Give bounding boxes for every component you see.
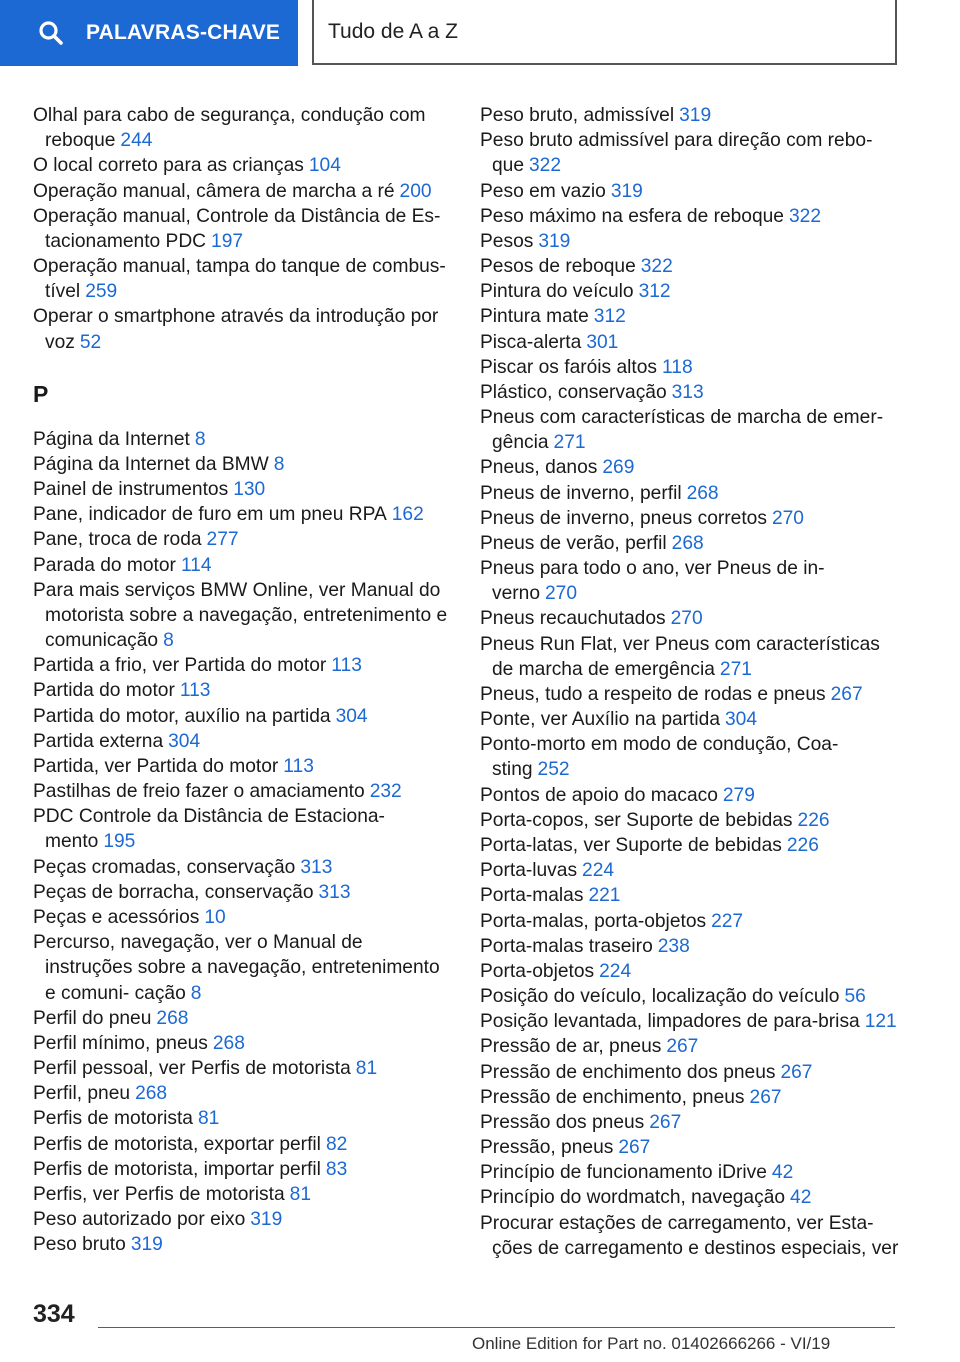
- index-entry: [33, 427, 451, 452]
- page-link[interactable]: 268: [156, 1007, 189, 1029]
- page-link[interactable]: 277: [206, 529, 239, 551]
- index-entry: [33, 1006, 451, 1031]
- page-link[interactable]: 304: [335, 705, 368, 727]
- index-entry-text: Peças de borracha, conservação: [33, 881, 314, 903]
- index-entry-text: Pesos: [480, 230, 534, 252]
- index-header: [0, 0, 960, 66]
- index-entry-text: Pressão de enchimento, pneus: [480, 1086, 745, 1108]
- index-entry: [33, 179, 451, 204]
- page-link[interactable]: 322: [640, 256, 673, 278]
- page-link[interactable]: 319: [538, 230, 571, 252]
- page-link[interactable]: 313: [318, 881, 351, 903]
- index-entry-text: Partida do motor, auxílio na partida: [33, 705, 331, 727]
- page-link[interactable]: 81: [289, 1183, 311, 1205]
- index-entry-text: Perfil do pneu: [33, 1007, 152, 1029]
- index-entry: [33, 527, 451, 552]
- index-entry: [33, 1031, 451, 1056]
- page-link[interactable]: 267: [666, 1036, 699, 1058]
- index-entry: [33, 1232, 451, 1257]
- page-link[interactable]: 268: [135, 1083, 168, 1105]
- page-link[interactable]: 56: [844, 986, 866, 1008]
- index-entry-text: Parada do motor: [33, 554, 176, 576]
- page-link[interactable]: 114: [180, 554, 212, 576]
- index-entry: [33, 855, 451, 880]
- page-link[interactable]: 227: [711, 910, 744, 932]
- footer-edition-note: Online Edition for Part no. 01402666266 - VI/19: [472, 1334, 831, 1353]
- index-entry-text: Ponte, ver Auxílio na partida: [480, 709, 720, 731]
- index-entry-text: Perfil pessoal, ver Perfis de motorista: [33, 1058, 351, 1080]
- page-link[interactable]: 267: [780, 1061, 813, 1083]
- index-entry-text: Procurar estações de carregamento, ver Esta- ções de carregamento e destinos especiais, ver: [480, 1212, 899, 1259]
- index-entry-text: Pressão de ar, pneus: [480, 1036, 662, 1058]
- index-entry-text: Peso autorizado por eixo: [33, 1209, 246, 1231]
- page-link[interactable]: 8: [194, 428, 206, 450]
- index-entry-text: Porta-luvas: [480, 860, 578, 882]
- index-entry-text: Princípio do wordmatch, navegação: [480, 1187, 786, 1209]
- index-entry: [480, 229, 900, 254]
- index-entry: [480, 1160, 900, 1185]
- page-link[interactable]: 226: [797, 809, 830, 831]
- index-entry-text: Posição levantada, limpadores de para-brisa: [480, 1011, 860, 1033]
- page-link[interactable]: 270: [545, 583, 578, 605]
- index-entry-text: Partida externa: [33, 730, 164, 752]
- index-entry: [480, 934, 900, 959]
- index-entry-text: Pane, indicador de furo em um pneu RPA: [33, 504, 387, 526]
- index-entry: [33, 204, 451, 254]
- index-entry: [480, 405, 900, 455]
- index-entry: [33, 578, 451, 654]
- index-entry-text: Pneus para todo o ano, ver Pneus de in- verno: [480, 558, 825, 605]
- page-link[interactable]: 121: [864, 1011, 897, 1033]
- index-entry: [480, 883, 900, 908]
- index-entries-p: [33, 427, 451, 1258]
- index-column-left: [33, 103, 451, 1257]
- index-entry-text: Olhal para cabo de segurança, condução com reboque: [33, 105, 426, 152]
- section-title-box: [312, 0, 897, 65]
- index-entry: [33, 452, 451, 477]
- page-link[interactable]: 221: [588, 885, 621, 907]
- index-entry-text: Peças cromadas, conservação: [33, 856, 296, 878]
- index-entry-text: Perfil, pneu: [33, 1083, 131, 1105]
- footer-divider: [98, 1327, 895, 1328]
- page-link[interactable]: 312: [638, 281, 671, 303]
- page-link[interactable]: 113: [283, 755, 314, 777]
- index-entry: [480, 1185, 900, 1210]
- page-link[interactable]: 268: [212, 1032, 245, 1054]
- index-entry: [33, 502, 451, 527]
- page-link[interactable]: 8: [190, 982, 202, 1004]
- index-entry-text: Peso em vazio: [480, 180, 606, 202]
- index-entry-text: Pintura mate: [480, 306, 589, 328]
- page-link[interactable]: 322: [788, 205, 821, 227]
- index-entry-text: Pneus, tudo a respeito de rodas e pneus: [480, 683, 826, 705]
- index-entry: [480, 1009, 900, 1034]
- index-entry: [480, 1135, 900, 1160]
- letter-heading: P: [33, 380, 49, 407]
- index-entry: [480, 103, 900, 128]
- index-entry-text: Porta-malas: [480, 885, 584, 907]
- index-entries-p-continued: [480, 103, 900, 1261]
- index-entry: [33, 1132, 451, 1157]
- index-entry-text: Página da Internet da BMW: [33, 453, 269, 475]
- index-entry: [480, 1034, 900, 1059]
- page-link[interactable]: 232: [369, 781, 402, 803]
- index-entry: [480, 959, 900, 984]
- index-entry-text: Piscar os faróis altos: [480, 356, 658, 378]
- index-entry: [480, 355, 900, 380]
- index-entry-text: Posição do veículo, localização do veículo: [480, 986, 840, 1008]
- index-entry-text: Pontos de apoio do macaco: [480, 784, 718, 806]
- page-link[interactable]: 270: [771, 507, 804, 529]
- index-entry: [33, 254, 451, 304]
- index-entry-text: Percurso, navegação, ver o Manual de instruções sobre a navegação, entretenimento e comuni- cação: [33, 932, 440, 1004]
- index-entry-text: Operação manual, Controle da Distância de Es- tacionamento PDC: [33, 205, 441, 252]
- index-entry-text: Pneus recauchutados: [480, 608, 666, 630]
- index-entry: [33, 304, 451, 354]
- page-link[interactable]: 224: [599, 960, 632, 982]
- index-entry-text: Perfis de motorista: [33, 1108, 193, 1130]
- index-entry: [480, 279, 900, 304]
- page-link[interactable]: 162: [391, 504, 424, 526]
- index-entry: [480, 707, 900, 732]
- index-entry-text: Peças e acessórios: [33, 906, 200, 928]
- index-entry: [480, 783, 900, 808]
- index-entry: [480, 380, 900, 405]
- page-link[interactable]: 267: [830, 683, 863, 705]
- index-column-right: [480, 103, 900, 1261]
- index-entry-text: O local correto para as crianças: [33, 155, 304, 177]
- index-entry: [33, 653, 451, 678]
- index-entry: [33, 553, 451, 578]
- index-entry: [480, 808, 900, 833]
- page-link[interactable]: 319: [250, 1209, 283, 1231]
- index-entry: [480, 1060, 900, 1085]
- index-entry: [33, 754, 451, 779]
- index-entry-text: Partida a frio, ver Partida do motor: [33, 655, 327, 677]
- index-entry-text: Pressão, pneus: [480, 1137, 614, 1159]
- index-entry-text: Peso bruto admissível para direção com rebo- que: [480, 130, 873, 177]
- page-number: 334: [33, 1300, 75, 1328]
- index-entry: [480, 909, 900, 934]
- index-entry-text: Pisca-alerta: [480, 331, 582, 353]
- page-link[interactable]: 267: [649, 1111, 682, 1133]
- index-entry-text: Pneus Run Flat, ver Pneus com características de marcha de emergência: [480, 633, 880, 680]
- index-entry: [33, 1106, 451, 1131]
- index-entry: [33, 1081, 451, 1106]
- index-entry: [480, 330, 900, 355]
- index-entry: [33, 804, 451, 854]
- index-entry: [33, 704, 451, 729]
- index-entry: [33, 477, 451, 502]
- keywords-tab[interactable]: [0, 0, 298, 66]
- page-link[interactable]: 52: [79, 331, 102, 353]
- index-entry: [480, 1211, 900, 1261]
- index-entry: [480, 858, 900, 883]
- page-link[interactable]: 322: [529, 155, 562, 177]
- index-entry-text: Peso bruto: [33, 1234, 126, 1256]
- index-entry-text: Pressão dos pneus: [480, 1111, 645, 1133]
- index-entry-text: Perfil mínimo, pneus: [33, 1032, 208, 1054]
- index-entry-text: Pneus de verão, perfil: [480, 532, 667, 554]
- page-link[interactable]: 319: [679, 105, 712, 126]
- page-link[interactable]: 200: [399, 180, 432, 202]
- page-link[interactable]: 42: [790, 1187, 812, 1209]
- index-entry: [33, 103, 451, 153]
- index-entry: [480, 506, 900, 531]
- index-entry: [480, 1110, 900, 1135]
- page-link[interactable]: 267: [749, 1086, 782, 1108]
- index-entry: [480, 984, 900, 1009]
- page-link[interactable]: 81: [197, 1108, 220, 1130]
- index-entry-text: Pressão de enchimento dos pneus: [480, 1061, 776, 1083]
- index-entry-text: Pneus de inverno, perfil: [480, 482, 682, 504]
- index-entry: [480, 1085, 900, 1110]
- index-entry: [480, 128, 900, 178]
- section-title: Tudo de A a Z: [328, 19, 458, 43]
- page-link[interactable]: 267: [618, 1137, 651, 1159]
- page-link[interactable]: 42: [771, 1162, 794, 1184]
- index-entry-text: Partida do motor: [33, 680, 175, 702]
- index-entry: [480, 606, 900, 631]
- page-link[interactable]: 313: [671, 381, 704, 403]
- index-entry: [480, 481, 900, 506]
- index-entry-text: Plástico, conservação: [480, 381, 667, 403]
- page-link[interactable]: 104: [308, 155, 341, 177]
- index-entry-text: Pneus de inverno, pneus corretos: [480, 507, 767, 529]
- page-link[interactable]: 82: [325, 1133, 348, 1155]
- index-entry-text: Pneus, danos: [480, 457, 598, 479]
- page-link[interactable]: 113: [331, 655, 362, 677]
- page-link[interactable]: 304: [725, 709, 758, 731]
- index-entry: [33, 880, 451, 905]
- index-entry: [33, 930, 451, 1006]
- index-entry-text: Peso bruto, admissível: [480, 105, 675, 126]
- page-link[interactable]: 81: [355, 1058, 378, 1080]
- index-entry: [480, 179, 900, 204]
- page-link[interactable]: 270: [670, 608, 703, 630]
- page-link[interactable]: 304: [168, 730, 201, 752]
- page-link[interactable]: 312: [593, 306, 626, 328]
- index-entry: [33, 678, 451, 703]
- index-entry: [480, 556, 900, 606]
- index-entry: [480, 455, 900, 480]
- index-entry-text: Painel de instrumentos: [33, 479, 229, 501]
- page-link[interactable]: 238: [657, 935, 690, 957]
- index-entry-text: Pneus com características de marcha de emer- gência: [480, 407, 884, 454]
- index-entry: [33, 1207, 451, 1232]
- index-entry: [480, 254, 900, 279]
- index-entry: [33, 153, 451, 178]
- index-entry-text: Ponto-morto em modo de condução, Coa- sting: [480, 734, 839, 781]
- index-entry-text: Pesos de reboque: [480, 256, 636, 278]
- index-entry: [33, 1157, 451, 1182]
- index-entry-text: Porta-objetos: [480, 960, 595, 982]
- page-link[interactable]: 252: [537, 759, 570, 781]
- index-entry-text: Porta-malas, porta-objetos: [480, 910, 707, 932]
- page-link[interactable]: 83: [325, 1158, 348, 1180]
- index-entry-text: Operação manual, tampa do tanque de combus- tível: [33, 256, 446, 303]
- index-entry: [480, 833, 900, 858]
- page-link[interactable]: 268: [686, 482, 719, 504]
- index-entry-text: Peso máximo na esfera de reboque: [480, 205, 784, 227]
- index-entry: [480, 682, 900, 707]
- page-link[interactable]: 301: [586, 331, 619, 353]
- page-link[interactable]: 313: [300, 856, 333, 878]
- page-link[interactable]: 271: [719, 658, 752, 680]
- index-entry-text: PDC Controle da Distância de Estaciona- mento: [33, 806, 385, 853]
- page-link[interactable]: 195: [103, 831, 136, 853]
- page-link[interactable]: 197: [211, 230, 244, 252]
- page-link[interactable]: 8: [273, 453, 285, 475]
- page-link[interactable]: 118: [662, 356, 693, 378]
- page-link[interactable]: 8: [163, 630, 174, 652]
- index-entry-text: Perfis, ver Perfis de motorista: [33, 1183, 285, 1205]
- index-entry-text: Porta-malas traseiro: [480, 935, 653, 957]
- index-entry-text: Pastilhas de freio fazer o amaciamento: [33, 781, 365, 803]
- page-link[interactable]: 279: [722, 784, 755, 806]
- page-link[interactable]: 226: [786, 834, 819, 856]
- index-entry-text: Partida, ver Partida do motor: [33, 755, 279, 777]
- index-entry-text: Pane, troca de roda: [33, 529, 202, 551]
- index-entries-o: [33, 103, 451, 355]
- page-link[interactable]: 244: [120, 130, 153, 152]
- index-entry: [33, 1056, 451, 1081]
- index-entry-text: Pintura do veículo: [480, 281, 634, 303]
- page-link[interactable]: 224: [582, 860, 615, 882]
- index-entry-text: Porta-copos, ser Suporte de bebidas: [480, 809, 793, 831]
- index-entry-text: Perfis de motorista, importar perfil: [33, 1158, 321, 1180]
- index-entry: [33, 779, 451, 804]
- page-link[interactable]: 319: [130, 1234, 163, 1256]
- index-entry: [480, 531, 900, 556]
- index-entry-text: Porta-latas, ver Suporte de bebidas: [480, 834, 782, 856]
- page-link[interactable]: 10: [204, 906, 226, 928]
- index-entry: [33, 905, 451, 930]
- index-entry-text: Perfis de motorista, exportar perfil: [33, 1133, 321, 1155]
- index-entry: [33, 729, 451, 754]
- index-entry: [480, 732, 900, 782]
- index-entry-text: Operação manual, câmera de marcha a ré: [33, 180, 395, 202]
- index-entry: [480, 304, 900, 329]
- index-entry: [33, 1182, 451, 1207]
- page-link[interactable]: 259: [85, 281, 118, 303]
- search-icon: [38, 20, 64, 46]
- index-entry: [480, 204, 900, 229]
- page-link[interactable]: 319: [610, 180, 643, 202]
- page-link[interactable]: 268: [671, 532, 704, 554]
- index-entry-text: Operar o smartphone através da introdução por voz: [33, 306, 439, 353]
- page-link[interactable]: 130: [233, 479, 266, 501]
- index-entry-text: Página da Internet: [33, 428, 190, 450]
- index-entry-text: Princípio de funcionamento iDrive: [480, 1162, 767, 1184]
- page-link[interactable]: 269: [602, 457, 635, 479]
- page-link[interactable]: 113: [179, 680, 211, 702]
- index-entry-text: Para mais serviços BMW Online, ver Manual do motorista sobre a navegação, entretenimento e comunicação: [33, 579, 448, 652]
- index-entry: [480, 632, 900, 682]
- keywords-tab-label: PALAVRAS-CHAVE: [86, 21, 281, 44]
- page-link[interactable]: 271: [553, 432, 586, 454]
